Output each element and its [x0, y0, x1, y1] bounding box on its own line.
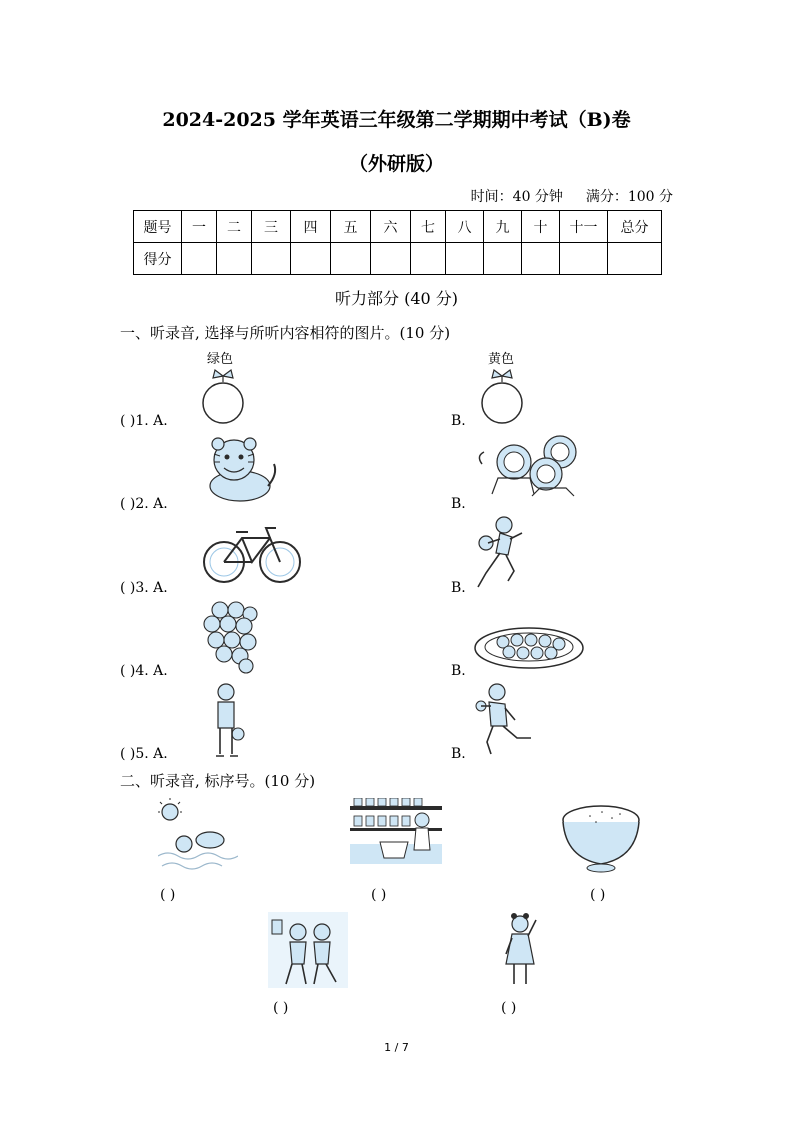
cell-header: 题号	[134, 211, 182, 243]
q1-b-label: B.	[451, 413, 466, 429]
cell-score[interactable]	[182, 243, 217, 275]
listening-header: 听力部分 (40 分)	[334, 289, 459, 308]
cell-score[interactable]	[522, 243, 560, 275]
cell-header: 十一	[560, 211, 608, 243]
q2-b-label: B.	[451, 496, 466, 512]
q5-label: ( )5. A.	[120, 746, 168, 762]
q4-b-label: B.	[451, 663, 466, 679]
exam-time: 时间：40 分钟	[470, 189, 563, 205]
cell-score[interactable]	[331, 243, 371, 275]
score-table-header-row	[134, 211, 662, 243]
kids-walking-image	[268, 912, 348, 988]
cell-header: 总分	[608, 211, 662, 243]
exam-meta	[471, 186, 673, 206]
page-title: 2024-2025 学年英语三年级第二学期期中考试（B)卷	[162, 109, 631, 131]
q5-b-label: B.	[451, 746, 466, 762]
grapes-image	[200, 600, 260, 674]
cell-header: 十	[522, 211, 560, 243]
balloon-b-image	[479, 368, 525, 428]
cell-header: 七	[411, 211, 446, 243]
cell-score[interactable]	[252, 243, 291, 275]
balloon-a-label: 绿色	[207, 352, 234, 367]
page-subtitle: （外研版）	[348, 153, 444, 175]
cell-header: 一	[182, 211, 217, 243]
part1-instruction: 一、听录音, 选择与所听内容相符的图片。(10 分)	[120, 324, 451, 342]
part2-blank-1[interactable]: ( )	[160, 887, 176, 903]
cell-score[interactable]	[484, 243, 522, 275]
cell-header: 八	[446, 211, 484, 243]
q1-label: ( )1. A.	[120, 413, 168, 429]
swimming-image	[158, 798, 238, 876]
cell-header: 五	[331, 211, 371, 243]
part2-blank-5[interactable]: ( )	[501, 1000, 517, 1016]
cell-score[interactable]	[217, 243, 252, 275]
cell-score[interactable]	[608, 243, 662, 275]
cell-score[interactable]	[446, 243, 484, 275]
boy-standing-image	[208, 682, 248, 760]
exam-full-score: 满分：100 分	[585, 189, 673, 205]
cell-score[interactable]	[411, 243, 446, 275]
rice-bowl-image	[560, 800, 642, 874]
balloon-b-label: 黄色	[488, 352, 515, 367]
q3-label: ( )3. A.	[120, 580, 168, 596]
q4-label: ( )4. A.	[120, 663, 168, 679]
q3-b-label: B.	[451, 580, 466, 596]
part2-blank-2[interactable]: ( )	[371, 887, 387, 903]
boy-running-image	[473, 682, 535, 758]
cell-header: 九	[484, 211, 522, 243]
bicycle-image	[200, 524, 304, 586]
supermarket-image	[350, 798, 442, 864]
cell-score[interactable]	[560, 243, 608, 275]
score-table-score-row	[134, 243, 662, 275]
q2-label: ( )2. A.	[120, 496, 168, 512]
lions-image	[474, 434, 584, 500]
score-table	[133, 210, 662, 275]
boy-jumping-image	[470, 515, 528, 591]
cell-score[interactable]	[291, 243, 331, 275]
cell-score-label: 得分	[134, 243, 182, 275]
balloon-a-image	[200, 368, 246, 428]
cell-header: 六	[371, 211, 411, 243]
part2-blank-4[interactable]: ( )	[273, 1000, 289, 1016]
cell-header: 三	[252, 211, 291, 243]
part2-blank-3[interactable]: ( )	[590, 887, 606, 903]
part2-instruction: 二、听录音, 标序号。(10 分)	[120, 772, 316, 790]
page-number: 1 / 7	[384, 1041, 409, 1054]
cell-header: 二	[217, 211, 252, 243]
cell-header: 四	[291, 211, 331, 243]
tiger-image	[200, 434, 280, 504]
dumplings-plate-image	[473, 622, 585, 670]
girl-waving-image	[498, 910, 544, 990]
cell-score[interactable]	[371, 243, 411, 275]
